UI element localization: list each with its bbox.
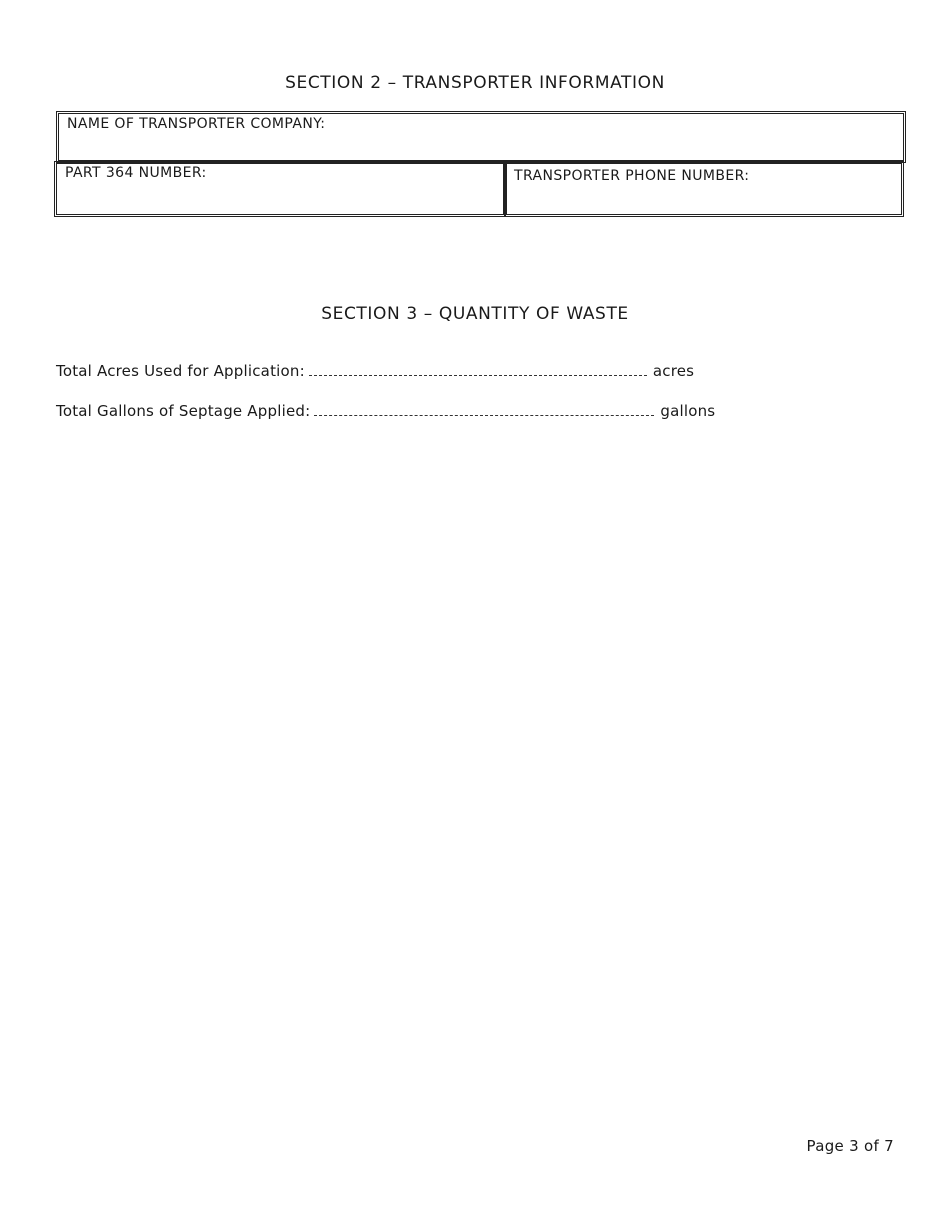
transporter-company-label: NAME OF TRANSPORTER COMPANY: (67, 116, 326, 132)
total-gallons-blank[interactable] (314, 401, 654, 416)
page-number: Page 3 of 7 (806, 1137, 894, 1155)
total-gallons-unit: gallons (660, 402, 716, 420)
transporter-company-field[interactable] (58, 113, 904, 161)
part-364-number-label: PART 364 NUMBER: (65, 165, 207, 181)
transporter-phone-field[interactable] (506, 163, 902, 215)
total-acres-label: Total Acres Used for Application: (56, 362, 305, 380)
total-acres-blank[interactable] (309, 361, 647, 376)
section-3-title: SECTION 3 – QUANTITY OF WASTE (321, 304, 629, 324)
transporter-phone-label: TRANSPORTER PHONE NUMBER: (514, 168, 750, 184)
section-2-title: SECTION 2 – TRANSPORTER INFORMATION (285, 73, 665, 93)
total-gallons-label: Total Gallons of Septage Applied: (56, 402, 311, 420)
total-gallons-row (56, 401, 715, 420)
total-acres-row (56, 361, 694, 380)
total-acres-unit: acres (652, 362, 695, 380)
part-364-number-field[interactable] (56, 163, 504, 215)
